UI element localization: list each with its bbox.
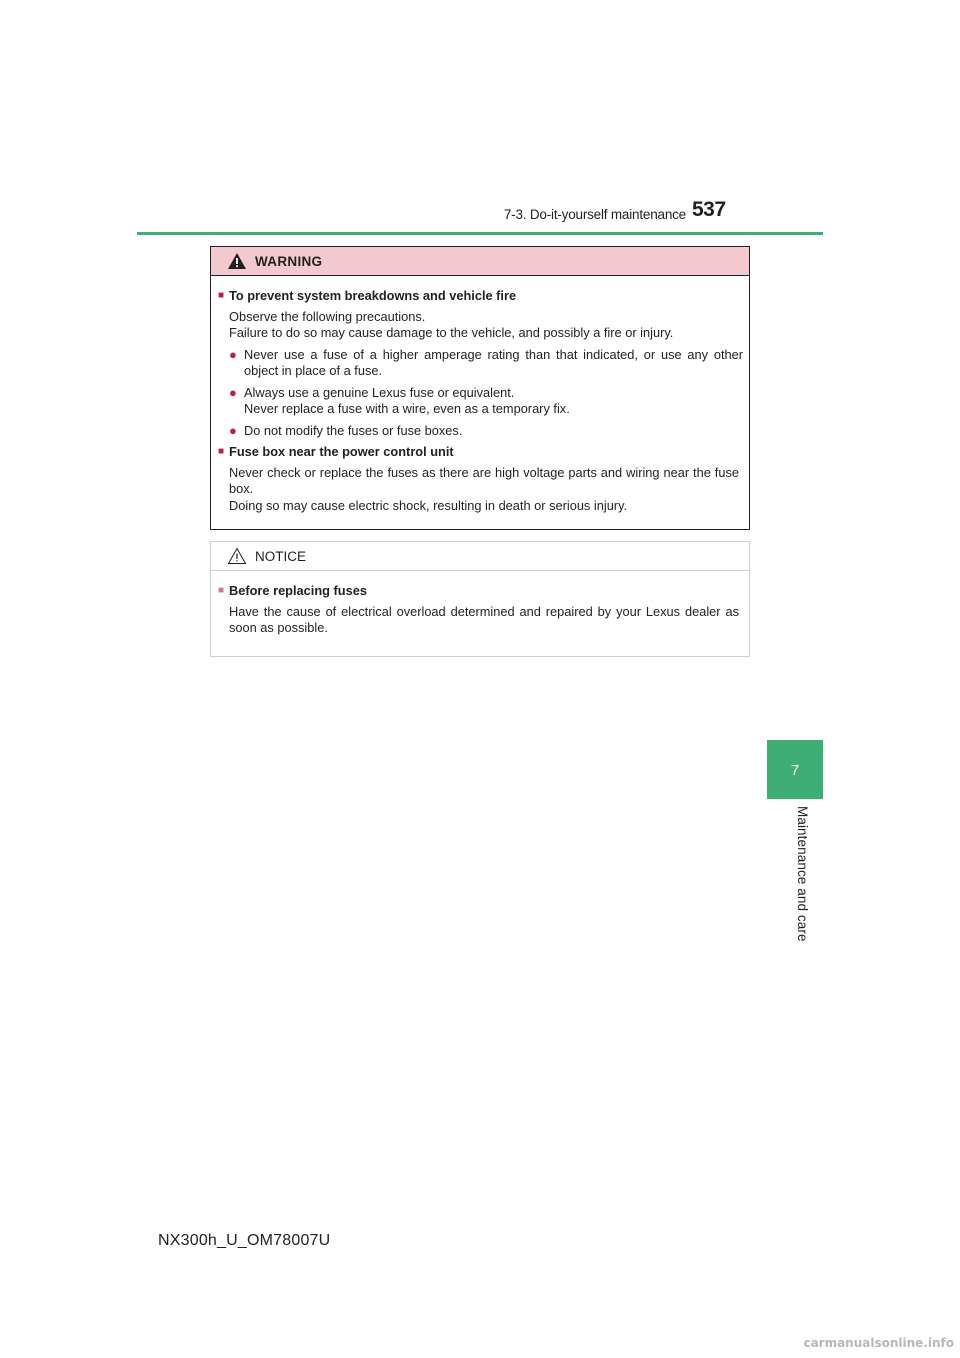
section-title bbox=[218, 444, 743, 461]
warning-triangle-icon bbox=[227, 252, 247, 270]
section-title-text: To prevent system breakdowns and vehicle fire bbox=[229, 288, 517, 303]
chapter-tab bbox=[767, 740, 823, 799]
circle-bullet-icon: ● bbox=[229, 346, 237, 362]
list-item bbox=[218, 385, 743, 418]
square-bullet-icon: ■ bbox=[218, 585, 225, 596]
chapter-number: 7 bbox=[790, 762, 800, 779]
watermark: carmanualsonline.info bbox=[803, 1336, 954, 1350]
text-line: Never replace a fuse with a wire, even as a temporary fix. bbox=[244, 401, 570, 416]
text-line: Observe the following precautions. bbox=[229, 308, 426, 324]
square-bullet-icon: ■ bbox=[218, 446, 225, 457]
warning-box bbox=[210, 246, 750, 530]
warning-body bbox=[211, 276, 749, 514]
text-line: Always use a genuine Lexus fuse or equivalent. bbox=[244, 384, 515, 400]
warning-header bbox=[211, 247, 749, 276]
list-item bbox=[218, 347, 743, 380]
section-title bbox=[218, 288, 743, 305]
text-line: Never check or replace the fuses as there are high voltage parts and wiring near the fuse box. bbox=[229, 464, 739, 496]
paragraph bbox=[218, 309, 743, 342]
paragraph bbox=[218, 604, 743, 637]
caution-triangle-icon bbox=[227, 547, 247, 565]
list-item bbox=[218, 423, 743, 440]
footer-code: NX300h_U_OM78007U bbox=[158, 1232, 331, 1249]
chapter-title: Maintenance and care bbox=[795, 806, 810, 942]
list-item-text bbox=[244, 385, 743, 418]
section-title-text: Fuse box near the power control unit bbox=[229, 444, 454, 459]
section-title-text: Before replacing fuses bbox=[229, 583, 367, 598]
header-rule bbox=[137, 232, 823, 235]
page-number: 537 bbox=[692, 198, 726, 221]
text-line: Doing so may cause electric shock, resulting in death or serious injury. bbox=[229, 497, 628, 513]
circle-bullet-icon: ● bbox=[229, 422, 237, 438]
notice-body bbox=[211, 571, 749, 637]
header-section-title: 7-3. Do-it-yourself maintenance bbox=[503, 207, 686, 222]
section-title bbox=[218, 583, 743, 600]
text-line: Have the cause of electrical overload determined and repaired by your Lexus dealer as soon as possible. bbox=[229, 603, 739, 635]
text-line: Failure to do so may cause damage to the vehicle, and possibly a fire or injury. bbox=[229, 325, 674, 340]
notice-header bbox=[211, 542, 749, 571]
paragraph bbox=[218, 465, 743, 515]
list-item-text: Do not modify the fuses or fuse boxes. bbox=[244, 422, 463, 438]
square-bullet-icon: ■ bbox=[218, 290, 225, 301]
circle-bullet-icon: ● bbox=[229, 384, 237, 400]
list-item-text: Never use a fuse of a higher amperage rating than that indicated, or use any other object in place of a fuse. bbox=[244, 346, 743, 378]
notice-label: NOTICE bbox=[255, 548, 307, 564]
notice-box bbox=[210, 541, 750, 657]
warning-label: WARNING bbox=[255, 253, 323, 269]
